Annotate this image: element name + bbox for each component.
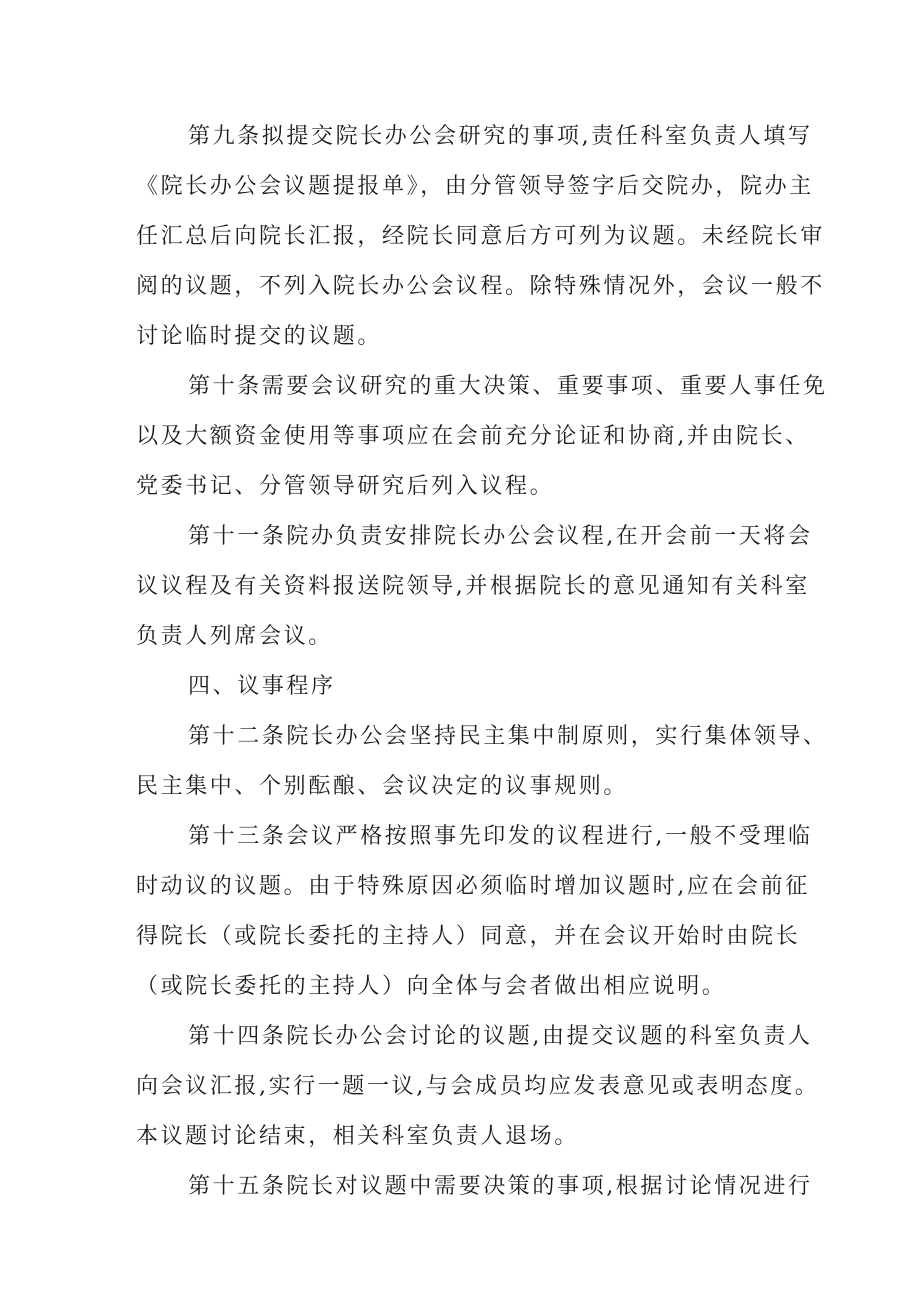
text-line: 任汇总后向院长汇报，经院长同意后方可列为议题。未经院长审	[136, 224, 825, 249]
text-line: 议议程及有关资料报送院领导,并根据院长的意见通知有关科室	[136, 574, 810, 599]
paragraph-article-11	[136, 512, 813, 662]
paragraph-article-9	[136, 112, 825, 362]
text-line: 负责人列席会议。	[136, 624, 333, 649]
document-body	[136, 112, 828, 1212]
text-line: 讨论临时提交的议题。	[136, 324, 383, 349]
paragraph-article-15	[136, 1162, 813, 1212]
text-line: 向会议汇报,实行一题一议,与会成员均应发表意见或表明态度。	[136, 1074, 820, 1099]
section-heading-procedure	[136, 662, 786, 712]
text-line: 阅的议题，不列入院长办公会议程。除特殊情况外，会议一般不	[136, 274, 825, 299]
text-line: 第十三条会议严格按照事先印发的议程进行,一般不受理临	[188, 824, 813, 849]
text-line: 本议题讨论结束，相关科室负责人退场。	[136, 1124, 579, 1149]
paragraph-article-12	[136, 712, 828, 812]
paragraph-article-14	[136, 1012, 820, 1162]
text-line: 《院长办公会议题提报单》，由分管领导签字后交院办，院办主	[136, 174, 814, 199]
text-line: 第十四条院长办公会讨论的议题,由提交议题的科室负责人	[188, 1024, 813, 1049]
text-line: 民主集中、个别酝酿、会议决定的议事规则。	[136, 774, 629, 799]
paragraph-article-13	[136, 812, 813, 1012]
section-heading: 四、议事程序	[188, 674, 336, 699]
text-line: 第十一条院办负责安排院长办公会议程,在开会前一天将会	[188, 524, 813, 549]
text-line: 第九条拟提交院长办公会研究的事项,责任科室负责人填写	[188, 124, 813, 149]
text-line: 第十条需要会议研究的重大决策、重要事项、重要人事任免	[188, 374, 828, 399]
text-line: 党委书记、分管领导研究后列入议程。	[136, 474, 555, 499]
paragraph-article-10	[136, 362, 828, 512]
text-line: 以及大额资金使用等事项应在会前充分论证和协商,并由院长、	[136, 424, 810, 449]
text-line: 第十五条院长对议题中需要决策的事项,根据讨论情况进行	[188, 1174, 813, 1199]
text-line: 得院长（或院长委托的主持人）同意，并在会议开始时由院长	[136, 924, 801, 949]
text-line: 时动议的议题。由于特殊原因必须临时增加议题时,应在会前征	[136, 874, 810, 899]
text-line: 第十二条院长办公会坚持民主集中制原则，实行集体领导、	[188, 724, 828, 749]
text-line: （或院长委托的主持人）向全体与会者做出相应说明。	[136, 974, 727, 999]
